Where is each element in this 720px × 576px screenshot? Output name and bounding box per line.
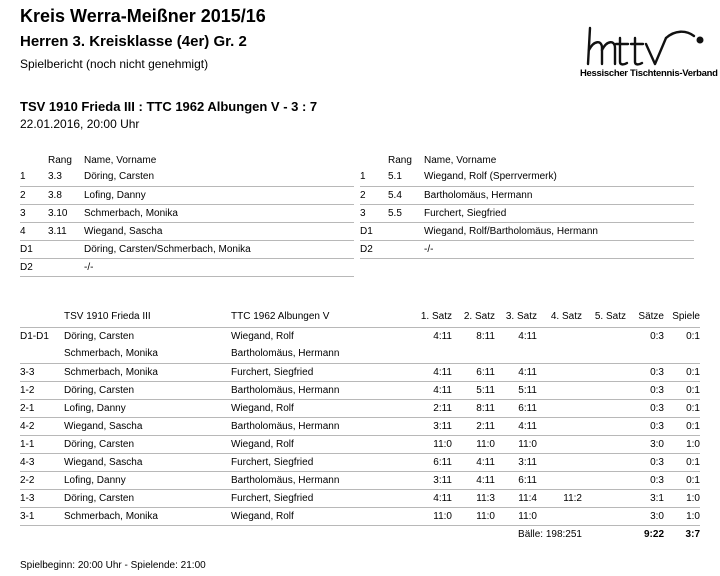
away-team-table <box>360 152 694 259</box>
away-player: Furchert, Siegfried <box>231 492 314 504</box>
httv-logo <box>580 20 718 86</box>
satz-3: 11:0 <box>518 438 537 450</box>
spiele-result: 0:1 <box>686 456 700 468</box>
game-code: 1-3 <box>20 492 35 504</box>
header-spiele: Spiele <box>672 311 700 323</box>
player-position: 3 <box>20 207 26 219</box>
satz-5 <box>582 471 626 489</box>
satz-1: 6:11 <box>433 456 452 468</box>
game-code: 4-3 <box>20 456 35 468</box>
player-row <box>360 204 694 222</box>
player-position: 1 <box>360 171 366 183</box>
header-name: Name, Vorname <box>424 154 497 166</box>
player-rank: 3.10 <box>48 207 68 219</box>
satz-1: 4:11 <box>433 384 452 396</box>
league-title: Herren 3. Kreisklasse (4er) Gr. 2 <box>20 33 247 50</box>
match-datetime: 22.01.2016, 20:00 Uhr <box>20 117 140 131</box>
player-row <box>360 168 694 186</box>
away-player: Wiegand, Rolf <box>231 330 294 342</box>
game-code: 4-2 <box>20 420 35 432</box>
player-row <box>20 222 354 240</box>
header-away-team: TTC 1962 Albungen V <box>231 311 330 323</box>
header-satz-2: 2. Satz <box>463 311 495 323</box>
away-player: Wiegand, Rolf <box>231 438 294 450</box>
player-position: D1 <box>360 225 373 237</box>
satz-2: 8:11 <box>476 402 495 414</box>
away-player: Wiegand, Rolf <box>231 402 294 414</box>
player-rank <box>48 240 84 258</box>
satz-4 <box>537 363 582 381</box>
game-row <box>20 489 700 507</box>
player-name: Bartholomäus, Hermann <box>424 189 533 201</box>
player-position: D2 <box>20 261 33 273</box>
satz-4 <box>537 381 582 399</box>
home-player: Schmerbach, Monika <box>64 510 158 522</box>
spiele-result: 0:1 <box>686 330 700 342</box>
satz-1 <box>398 345 452 363</box>
game-row <box>20 453 700 471</box>
home-player: Wiegand, Sascha <box>64 456 143 468</box>
game-row <box>20 399 700 417</box>
saetze-result: 0:3 <box>650 384 664 396</box>
satz-5 <box>582 399 626 417</box>
game-row <box>20 471 700 489</box>
satz-5 <box>582 489 626 507</box>
report-status: Spielbericht (noch nicht genehmigt) <box>20 57 209 71</box>
header-satz-4: 4. Satz <box>550 311 582 323</box>
satz-4 <box>537 507 582 525</box>
player-name: Wiegand, Rolf (Sperrvermerk) <box>424 171 557 183</box>
player-row <box>20 186 354 204</box>
saetze-result: 0:3 <box>650 474 664 486</box>
player-position: 1 <box>20 171 26 183</box>
player-name: Döring, Carsten <box>84 171 155 183</box>
saetze-result: 0:3 <box>650 420 664 432</box>
player-position: 2 <box>20 189 26 201</box>
saetze-result <box>626 345 664 363</box>
saetze-result: 0:3 <box>650 330 664 342</box>
player-name: Döring, Carsten/Schmerbach, Monika <box>84 243 251 255</box>
header-saetze: Sätze <box>638 311 664 323</box>
game-code <box>20 345 64 363</box>
player-rank: 5.4 <box>388 189 402 201</box>
away-player: Bartholomäus, Hermann <box>231 474 340 486</box>
player-rank: 5.5 <box>388 207 402 219</box>
satz-5 <box>582 507 626 525</box>
satz-5 <box>582 327 626 345</box>
game-row <box>20 345 700 363</box>
home-player: Schmerbach, Monika <box>64 348 158 360</box>
player-row <box>20 258 354 276</box>
satz-3: 11:0 <box>518 510 537 522</box>
satz-4 <box>537 453 582 471</box>
game-code: 1-2 <box>20 384 35 396</box>
satz-3: 4:11 <box>518 420 537 432</box>
game-code: 2-1 <box>20 402 35 414</box>
satz-2: 2:11 <box>476 420 495 432</box>
home-player: Wiegand, Sascha <box>64 420 143 432</box>
player-position: D1 <box>20 243 33 255</box>
satz-3: 4:11 <box>518 330 537 342</box>
satz-3: 5:11 <box>518 384 537 396</box>
player-name: Furchert, Siegfried <box>424 207 507 219</box>
total-spiele: 3:7 <box>685 528 700 540</box>
satz-5 <box>582 417 626 435</box>
satz-2: 11:0 <box>476 510 495 522</box>
player-position: 4 <box>20 225 26 237</box>
player-rank <box>388 240 424 258</box>
satz-1: 3:11 <box>433 474 452 486</box>
satz-2: 5:11 <box>476 384 495 396</box>
player-row <box>360 222 694 240</box>
player-rank <box>48 258 84 276</box>
satz-3: 11:4 <box>518 492 537 504</box>
home-player: Schmerbach, Monika <box>64 366 158 378</box>
page-title: Kreis Werra-Meißner 2015/16 <box>20 6 266 26</box>
satz-4 <box>537 471 582 489</box>
header-satz-1: 1. Satz <box>420 311 452 323</box>
game-code: D1-D1 <box>20 330 49 342</box>
saetze-result: 3:0 <box>650 510 664 522</box>
player-row <box>360 186 694 204</box>
home-player: Döring, Carsten <box>64 384 135 396</box>
player-position: 2 <box>360 189 366 201</box>
satz-5 <box>582 381 626 399</box>
spiele-result: 1:0 <box>686 438 700 450</box>
satz-5 <box>582 453 626 471</box>
satz-2: 4:11 <box>476 456 495 468</box>
player-name: Wiegand, Rolf/Bartholomäus, Hermann <box>424 225 598 237</box>
game-row <box>20 507 700 525</box>
away-player: Bartholomäus, Hermann <box>231 348 340 360</box>
total-baelle: Bälle: 198:251 <box>518 528 582 540</box>
satz-1: 4:11 <box>433 330 452 342</box>
logo-text: Hessischer Tischtennis-Verband <box>580 68 718 79</box>
spiele-result: 0:1 <box>686 474 700 486</box>
saetze-result: 0:3 <box>650 402 664 414</box>
away-player: Bartholomäus, Hermann <box>231 384 340 396</box>
satz-3: 3:11 <box>518 456 537 468</box>
player-name: -/- <box>84 261 94 273</box>
satz-3: 6:11 <box>518 474 537 486</box>
satz-3 <box>495 345 537 363</box>
satz-5 <box>582 345 626 363</box>
match-title: TSV 1910 Frieda III : TTC 1962 Albungen V - 3 : 7 <box>20 99 318 114</box>
satz-3: 4:11 <box>518 366 537 378</box>
satz-1: 4:11 <box>433 366 452 378</box>
player-name: Lofing, Danny <box>84 189 146 201</box>
satz-4 <box>537 417 582 435</box>
header-home-team: TSV 1910 Frieda III <box>64 311 151 323</box>
saetze-result: 3:0 <box>650 438 664 450</box>
spiele-result: 1:0 <box>686 492 700 504</box>
saetze-result: 3:1 <box>650 492 664 504</box>
player-name: Wiegand, Sascha <box>84 225 163 237</box>
player-rank: 5.1 <box>388 171 402 183</box>
player-rank: 3.8 <box>48 189 62 201</box>
header-name: Name, Vorname <box>84 154 157 166</box>
satz-1: 11:0 <box>433 438 452 450</box>
game-row <box>20 327 700 345</box>
home-player: Lofing, Danny <box>64 402 126 414</box>
satz-2: 11:0 <box>476 438 495 450</box>
game-code: 3-1 <box>20 510 35 522</box>
game-code: 3-3 <box>20 366 35 378</box>
table-header <box>20 152 354 168</box>
player-name: -/- <box>424 243 434 255</box>
spiele-result: 1:0 <box>686 510 700 522</box>
games-table <box>20 307 700 543</box>
away-player: Furchert, Siegfried <box>231 366 314 378</box>
home-team-table <box>20 152 354 277</box>
header-satz-3: 3. Satz <box>505 311 537 323</box>
saetze-result: 0:3 <box>650 456 664 468</box>
spiele-result: 0:1 <box>686 366 700 378</box>
satz-5 <box>582 363 626 381</box>
game-row <box>20 435 700 453</box>
player-position: D2 <box>360 243 373 255</box>
httv-logo-icon <box>580 20 708 68</box>
totals-row <box>20 525 700 543</box>
game-row <box>20 417 700 435</box>
satz-1: 3:11 <box>433 420 452 432</box>
satz-1: 2:11 <box>433 402 452 414</box>
player-rank: 3.11 <box>48 225 67 237</box>
spiele-result <box>664 345 700 363</box>
home-player: Döring, Carsten <box>64 438 135 450</box>
satz-1: 11:0 <box>433 510 452 522</box>
header-satz-5: 5. Satz <box>594 311 626 323</box>
header-rang: Rang <box>388 154 412 166</box>
saetze-result: 0:3 <box>650 366 664 378</box>
match-times: Spielbeginn: 20:00 Uhr - Spielende: 21:00 <box>20 560 206 571</box>
game-code: 1-1 <box>20 438 35 450</box>
game-row <box>20 363 700 381</box>
satz-4 <box>537 345 582 363</box>
player-position: 3 <box>360 207 366 219</box>
away-player: Bartholomäus, Hermann <box>231 420 340 432</box>
satz-2: 8:11 <box>476 330 495 342</box>
spiele-result: 0:1 <box>686 384 700 396</box>
total-saetze: 9:22 <box>643 528 664 540</box>
game-row <box>20 381 700 399</box>
satz-4: 11:2 <box>563 492 582 504</box>
player-row <box>20 240 354 258</box>
home-player: Lofing, Danny <box>64 474 126 486</box>
satz-5 <box>582 435 626 453</box>
satz-2: 4:11 <box>476 474 495 486</box>
home-player: Döring, Carsten <box>64 330 135 342</box>
player-rank: 3.3 <box>48 171 62 183</box>
spiele-result: 0:1 <box>686 420 700 432</box>
satz-4 <box>537 327 582 345</box>
player-rank <box>388 222 424 240</box>
away-player: Wiegand, Rolf <box>231 510 294 522</box>
player-row <box>360 240 694 258</box>
satz-1: 4:11 <box>433 492 452 504</box>
header-rang: Rang <box>48 154 72 166</box>
player-row <box>20 204 354 222</box>
player-name: Schmerbach, Monika <box>84 207 178 219</box>
satz-4 <box>537 399 582 417</box>
home-player: Döring, Carsten <box>64 492 135 504</box>
satz-2 <box>452 345 495 363</box>
satz-2: 6:11 <box>476 366 495 378</box>
satz-4 <box>537 435 582 453</box>
satz-2: 11:3 <box>476 492 495 504</box>
away-player: Furchert, Siegfried <box>231 456 314 468</box>
games-header <box>20 307 700 327</box>
game-code: 2-2 <box>20 474 35 486</box>
table-header <box>360 152 694 168</box>
player-row <box>20 168 354 186</box>
spiele-result: 0:1 <box>686 402 700 414</box>
satz-3: 6:11 <box>518 402 537 414</box>
